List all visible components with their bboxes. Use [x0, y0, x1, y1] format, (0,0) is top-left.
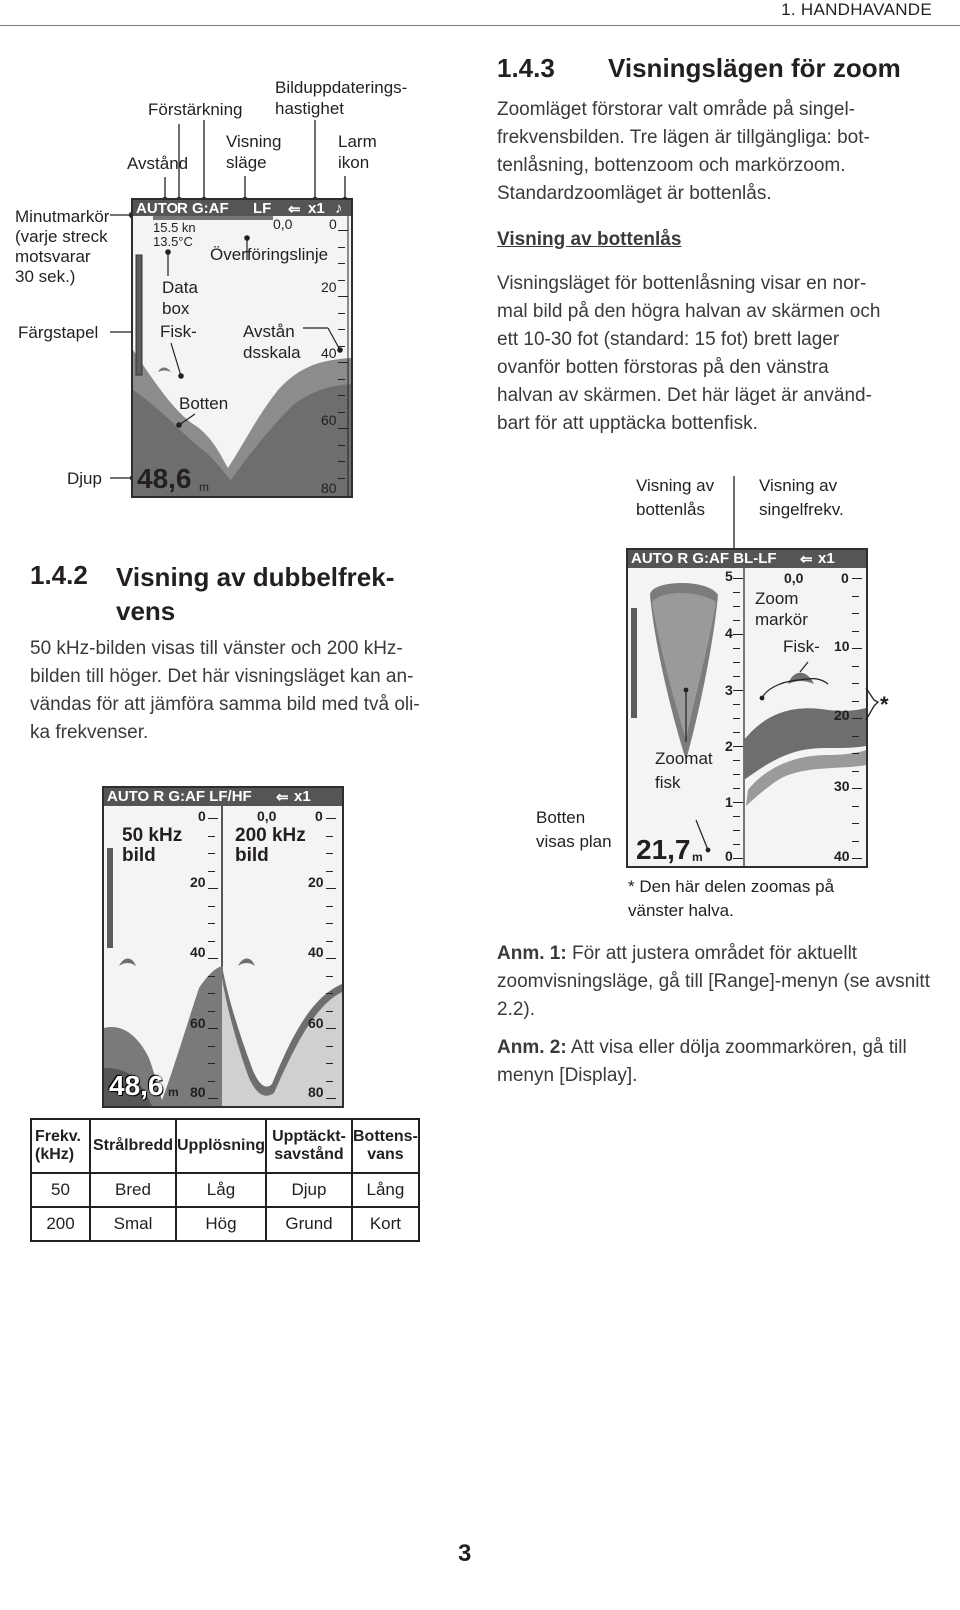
zoom-left-0: 0	[725, 848, 733, 864]
scale-tick	[208, 993, 215, 994]
scale-tick	[733, 676, 740, 677]
zoom-left-5: 5	[725, 568, 733, 584]
scale-tick	[733, 844, 740, 845]
label-zoom-fish: Fisk-	[783, 637, 820, 656]
scale-tick	[733, 760, 740, 761]
zoom-left-4: 4	[725, 625, 733, 641]
dual-right-0: 0	[315, 808, 323, 824]
scale-tick	[326, 993, 333, 994]
top-bar-gain: R G:AF	[177, 200, 229, 217]
dual-right-40: 40	[308, 944, 324, 960]
scale-tick	[733, 620, 740, 621]
scale-tick	[733, 662, 740, 663]
table-header: Frekv. (kHz)	[31, 1119, 90, 1173]
scale-tick	[326, 853, 333, 854]
top-bar-speed: x1	[308, 200, 325, 217]
top-temperature: 13.5°C	[153, 234, 193, 249]
body-line: vändas för att jämföra samma bild med två oli-	[30, 694, 420, 715]
scale-tick	[208, 1046, 215, 1047]
table-header: Bottens- vans	[352, 1119, 419, 1173]
table-cell: 50	[31, 1173, 90, 1207]
scale-tick	[208, 941, 215, 942]
scale-tick	[326, 958, 336, 959]
bottom-lock-heading: Visning av bottenlås	[497, 229, 682, 250]
top-scale-0: 0	[329, 216, 337, 232]
scale-tick	[852, 683, 859, 684]
top-scale-20: 20	[321, 279, 337, 295]
dual-right-80: 80	[308, 1084, 324, 1100]
scale-tick	[733, 634, 743, 635]
table-cell: Kort	[352, 1207, 419, 1241]
top-speed-kn: 15.5 kn	[153, 220, 196, 235]
scale-tick	[326, 1063, 333, 1064]
scale-tick	[852, 771, 859, 772]
label-alarm-icon: Larm ikon	[338, 132, 377, 172]
dual-left-0: 0	[198, 808, 206, 824]
dual-left-20: 20	[190, 874, 206, 890]
zoom-bar-arrow-icon: ⇐	[800, 551, 813, 568]
label-bottom-flat: Botten visas plan	[536, 808, 612, 851]
dual-right-20: 20	[308, 874, 324, 890]
dual-left-60: 60	[190, 1015, 206, 1031]
label-bottom: Botten	[179, 394, 229, 413]
zoom-footnote: * Den här delen zoomas på vänster halva.	[628, 877, 835, 920]
scale-tick	[208, 1098, 218, 1099]
scale-tick	[733, 592, 740, 593]
dual-right-60: 60	[308, 1015, 324, 1031]
scale-tick	[733, 746, 743, 747]
zoom-left-2: 2	[725, 738, 733, 754]
label-zoom-marker: Zoom markör	[755, 589, 808, 629]
intro-line: Zoomläget förstorar valt område på singel-	[497, 99, 855, 120]
page-number: 3	[458, 1540, 472, 1567]
scale-tick	[326, 871, 333, 872]
scale-tick	[326, 906, 333, 907]
scale-tick	[326, 818, 336, 819]
scale-tick	[208, 1011, 215, 1012]
scale-tick	[852, 753, 859, 754]
table-cell: Bred	[90, 1173, 176, 1207]
top-scale-60: 60	[321, 412, 337, 428]
zoom-star: *	[880, 692, 889, 717]
dual-bar-arrow-icon: ⇐	[276, 789, 289, 806]
body-line: halvan av skärmen. Det här läget är använd-	[497, 385, 872, 406]
scale-tick	[326, 941, 333, 942]
dual-depth-unit: m	[168, 1085, 179, 1099]
top-scale-80: 80	[321, 480, 337, 496]
label-range: Avstånd	[127, 154, 189, 173]
body-line: ovanför botten förstoras på den vänstra	[497, 357, 829, 378]
table-cell: Hög	[176, 1207, 266, 1241]
zoom-right-40: 40	[834, 848, 850, 864]
dual-left-label: 50 kHz bild	[122, 825, 183, 866]
scale-tick	[852, 596, 859, 597]
table-header-row	[31, 1119, 419, 1173]
top-bar-arrow-icon: ⇐	[288, 201, 301, 218]
zoom-line-value: 0,0	[784, 570, 804, 586]
note-1	[497, 940, 937, 1024]
table-cell: Lång	[352, 1173, 419, 1207]
note-1-label: Anm. 1:	[497, 943, 567, 964]
scale-tick	[852, 666, 859, 667]
intro-line: frekvensbilden. Tre lägen är tillgängliga: bot-	[497, 127, 870, 148]
zoom-bar-speed: x1	[818, 550, 835, 567]
zoom-depth-value: 21,7	[636, 834, 691, 865]
body-line: 50 kHz-bilden visas till vänster och 200 kHz-	[30, 638, 403, 659]
body-line: bilden till höger. Det här visningsläget kan an-	[30, 666, 414, 687]
scale-tick	[326, 888, 336, 889]
scale-tick	[733, 578, 743, 579]
scale-tick	[208, 1063, 215, 1064]
label-gain: Förstärkning	[148, 100, 243, 119]
label-transmission-line: Överföringslinje	[210, 245, 329, 264]
scale-tick	[208, 836, 215, 837]
table-cell: Smal	[90, 1207, 176, 1241]
zoom-right-30: 30	[834, 778, 850, 794]
label-display-mode: Visning släge	[226, 132, 282, 172]
scale-tick	[208, 958, 218, 959]
scale-tick	[852, 806, 859, 807]
scale-tick	[733, 690, 743, 691]
table-cell: Grund	[266, 1207, 352, 1241]
intro-line: tenlåsning, bottenzoom och markörzoom.	[497, 155, 846, 176]
scale-tick	[733, 830, 740, 831]
scale-tick	[733, 648, 740, 649]
scale-tick	[208, 1081, 215, 1082]
label-bottom-lock-view: Visning av bottenlås	[636, 476, 715, 519]
label-update-rate: Bilduppdaterings- hastighet	[275, 78, 408, 118]
scale-tick	[733, 732, 740, 733]
scale-tick	[852, 841, 859, 842]
section-142-body	[30, 635, 470, 747]
scale-tick	[326, 1081, 333, 1082]
scale-tick	[733, 816, 740, 817]
zoom-sounder-screen	[626, 548, 868, 868]
scale-tick	[208, 1028, 218, 1029]
dual-right-label: 200 kHz bild	[235, 825, 306, 866]
zoom-right-20: 20	[834, 707, 850, 723]
scale-tick	[733, 704, 740, 705]
dual-left-80: 80	[190, 1084, 206, 1100]
body-line: ka frekvenser.	[30, 722, 149, 743]
scale-tick	[852, 613, 859, 614]
body-line: Visningsläget för bottenlåsning visar en nor-	[497, 273, 867, 294]
table-header: Strålbredd	[90, 1119, 176, 1173]
scale-tick	[733, 788, 740, 789]
scale-tick	[208, 871, 215, 872]
body-line: ett 10-30 fot (standard: 15 fot) brett lager	[497, 329, 840, 350]
scale-tick	[326, 1046, 333, 1047]
label-color-bar: Färgstapel	[18, 323, 99, 342]
zoom-left-1: 1	[725, 794, 733, 810]
note-2-label: Anm. 2:	[497, 1037, 567, 1058]
top-bar-mode: LF	[253, 200, 272, 217]
scale-tick	[733, 606, 740, 607]
scale-tick	[852, 736, 859, 737]
label-single-freq-view: Visning av singelfrekv.	[759, 476, 844, 519]
scale-tick	[208, 923, 215, 924]
intro-line: Standardzoomläget är bottenlås.	[497, 183, 772, 204]
scale-tick	[326, 1011, 333, 1012]
scale-tick	[326, 923, 333, 924]
frequency-table	[30, 1118, 420, 1242]
table-cell: Låg	[176, 1173, 266, 1207]
label-depth: Djup	[67, 469, 102, 488]
scale-tick	[852, 823, 859, 824]
scale-tick	[733, 774, 740, 775]
zoom-inner-callouts	[628, 550, 866, 866]
dual-left-40: 40	[190, 944, 206, 960]
table-row	[31, 1173, 419, 1207]
zoom-right-10: 10	[834, 638, 850, 654]
top-bar-alarm-icon: ♪	[335, 200, 343, 217]
top-line-value: 0,0	[273, 216, 293, 232]
scale-tick	[326, 1028, 336, 1029]
scale-tick	[208, 853, 215, 854]
body-line: mal bild på den högra halvan av skärmen och	[497, 301, 881, 322]
label-range-scale: Avstån dsskala	[243, 322, 301, 362]
table-cell: 200	[31, 1207, 90, 1241]
scale-tick	[326, 836, 333, 837]
scale-tick	[208, 906, 215, 907]
top-depth-unit: m	[199, 480, 209, 494]
top-bar-auto: AUTO	[136, 200, 179, 217]
dual-sounder-screen	[102, 786, 344, 1108]
dual-line-value: 0,0	[257, 808, 277, 824]
scale-tick	[852, 858, 862, 859]
label-minute-marker: Minutmarkör (varje streck motsvarar 30 sek.)	[15, 207, 110, 286]
table-cell: Djup	[266, 1173, 352, 1207]
note-2-text: Att visa eller dölja zoommarkören, gå till menyn [Display].	[497, 1037, 907, 1086]
section-142-number: 1.4.2	[30, 560, 88, 590]
top-scale-40: 40	[321, 345, 337, 361]
label-data-box: Data box	[162, 278, 198, 318]
table-row	[31, 1207, 419, 1241]
scale-tick	[852, 578, 862, 579]
scale-tick	[326, 976, 333, 977]
dual-depth-value: 48,6	[109, 1070, 164, 1101]
scale-tick	[852, 788, 862, 789]
scale-tick	[326, 1098, 336, 1099]
zoom-bar-text: AUTO R G:AF BL-LF	[631, 550, 777, 567]
zoom-top-callouts	[0, 0, 960, 560]
scale-tick	[208, 818, 218, 819]
scale-tick	[852, 701, 859, 702]
chapter-header: 1. HANDHAVANDE	[781, 0, 932, 19]
zoom-left-3: 3	[725, 682, 733, 698]
table-header: Upplösning	[176, 1119, 266, 1173]
scale-tick	[852, 648, 862, 649]
zoom-depth-unit: m	[692, 850, 703, 864]
note-1-text: För att justera området för aktuellt zoomvisningsläge, gå till [Range]-menyn (se avsnitt 2.2).	[497, 943, 930, 1020]
label-zoomed-fish: Zoomat fisk	[655, 749, 713, 792]
section-143-title: Visningslägen för zoom	[608, 53, 901, 83]
section-142-title: Visning av dubbelfrek- vens	[116, 562, 395, 626]
scale-tick	[208, 888, 218, 889]
note-2	[497, 1034, 937, 1090]
table-header: Upptäckt- savstånd	[266, 1119, 352, 1173]
top-depth-value: 48,6	[137, 463, 192, 494]
body-line: bart för att upptäcka bottenfisk.	[497, 413, 758, 434]
scale-tick	[733, 802, 743, 803]
dual-bar-speed: x1	[294, 788, 311, 805]
scale-tick	[852, 631, 859, 632]
dual-bar-text: AUTO R G:AF LF/HF	[107, 788, 252, 805]
scale-tick	[208, 976, 215, 977]
section-143-number: 1.4.3	[497, 53, 555, 83]
scale-tick	[733, 858, 743, 859]
scale-tick	[733, 718, 740, 719]
zoom-right-0: 0	[841, 570, 849, 586]
label-fish: Fisk-	[160, 322, 197, 341]
